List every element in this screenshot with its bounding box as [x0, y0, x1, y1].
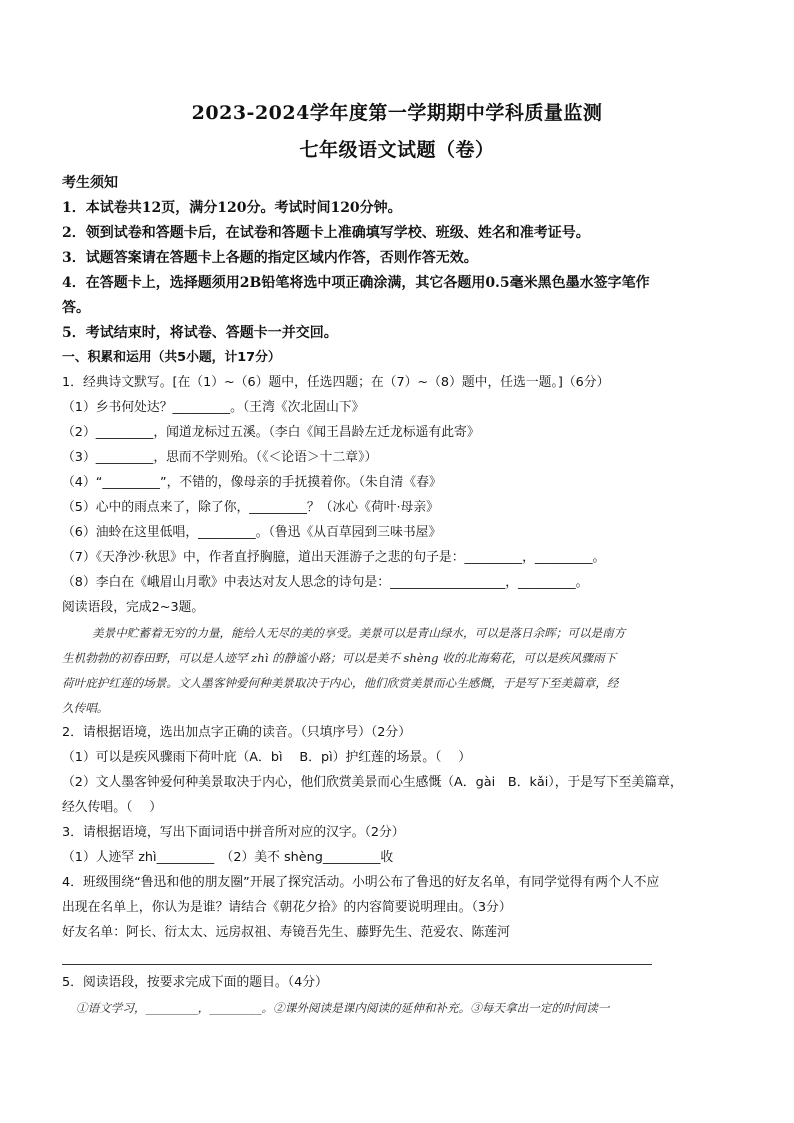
notice-item: 5．考试结束时，将试卷、答题卡一并交回。 — [62, 325, 338, 341]
reading-intro: 阅读语段，完成2~3题。 — [62, 600, 205, 615]
notice-item: 4．在答题卡上，选择题须用2B铅笔将选中项正确涂满，其它各题用0.5毫米黑色墨水签字笔作 — [62, 275, 650, 291]
notice-item: 2．领到试卷和答题卡后，在试卷和答题卡上准确填写学校、班级、姓名和准考证号。 — [62, 225, 590, 241]
passage-line: 荷叶庇护红莲的场景。文人墨客钟爱何种美景取决于内心，他们欣赏美景而心生感慨，于是写下至美篇章，经 — [62, 676, 619, 690]
page-title: 2023-2024学年度第一学期期中学科质量监测 — [191, 102, 603, 124]
question-4-stem: 4．班级围绕“鲁迅和他的朋友圈”开展了探究活动。小明公布了鲁迅的好友名单，有同学觉得有两个人不应 — [62, 875, 660, 890]
notice-item: 答。 — [62, 300, 90, 316]
question-1-item: （4）“_________”，不错的，像母亲的手抚摸着你。（朱自清《春》 — [62, 475, 442, 490]
question-1-item: （1）乡书何处达？_________。（王湾《次北固山下》 — [62, 400, 365, 415]
notice-heading: 考生须知 — [62, 175, 118, 191]
question-3-stem: 3．请根据语境，写出下面词语中拼音所对应的汉字。（2分） — [62, 825, 405, 840]
question-1-item: （5）心中的雨点来了，除了你，_________？（冰心《荷叶·母亲》 — [62, 500, 439, 515]
question-3-item: （1）人迹罕 zhì_________ （2）美不 shèng_________收 — [62, 850, 394, 865]
question-1-stem: 1．经典诗文默写。[在（1）~（6）题中，任选四题；在（7）~（8）题中，任选一题。]（6分） — [62, 375, 610, 390]
question-5-passage: ①语文学习，_________，_________。②课外阅读是课内阅读的延伸和补充。③每天拿出一定的时间读一 — [76, 1001, 610, 1015]
passage-line: 生机勃勃的初春田野，可以是人迹罕 zhì 的静谧小路；可以是美不 shèng 收的北海菊花，可以是疾风骤雨下 — [62, 651, 617, 665]
question-1-item: （3）_________，思而不学则殆。（《＜论语＞十二章》） — [62, 450, 378, 465]
passage-line: 美景中贮蓄着无穷的力量，能给人无尽的美的享受。美景可以是青山绿水，可以是落日余晖；可以是南方 — [92, 626, 626, 640]
question-2-item: 经久传唱。（ ） — [62, 800, 163, 815]
question-1-item: （7）《天净沙·秋思》中，作者直抒胸臆，道出天涯游子之悲的句子是：_________，_________。 — [62, 550, 606, 565]
passage-line: 久传唱。 — [62, 701, 109, 715]
question-5-stem: 5．阅读语段，按要求完成下面的题目。（4分） — [62, 975, 328, 990]
answer-line — [62, 964, 652, 965]
friend-list: 好友名单：阿长、衍太太、远房叔祖、寿镜吾先生、藤野先生、范爱农、陈莲河 — [62, 925, 510, 940]
question-1-item: （6）油蛉在这里低唱，_________。（鲁迅《从百草园到三味书屋》 — [62, 525, 442, 540]
question-1-item: （2）_________，闻道龙标过五溪。（李白《闻王昌龄左迁龙标遥有此寄》 — [62, 425, 480, 440]
section-heading: 一、积累和运用（共5小题，计17分） — [62, 350, 281, 365]
notice-item: 3．试题答案请在答题卡上各题的指定区域内作答，否则作答无效。 — [62, 250, 478, 266]
question-1-item: （8）李白在《峨眉山月歌》中表达对友人思念的诗句是：__________________，_________。 — [62, 575, 589, 590]
notice-item: 1．本试卷共12页，满分120分。考试时间120分钟。 — [62, 200, 402, 216]
question-2-item: （1）可以是疾风骤雨下荷叶庇（A．bì B．pì）护红莲的场景。（ ） — [62, 750, 472, 765]
page-subtitle: 七年级语文试题（卷） — [299, 139, 495, 161]
question-4-stem: 出现在名单上，你认为是谁？请结合《朝花夕拾》的内容简要说明理由。（3分） — [62, 900, 512, 915]
question-2-item: （2）文人墨客钟爱何种美景取决于内心，他们欣赏美景而心生感慨（A．gài B．kǎi），于是写下至美篇章， — [62, 775, 683, 790]
question-2-stem: 2．请根据语境，选出加点字正确的读音。（只填序号）（2分） — [62, 725, 411, 740]
